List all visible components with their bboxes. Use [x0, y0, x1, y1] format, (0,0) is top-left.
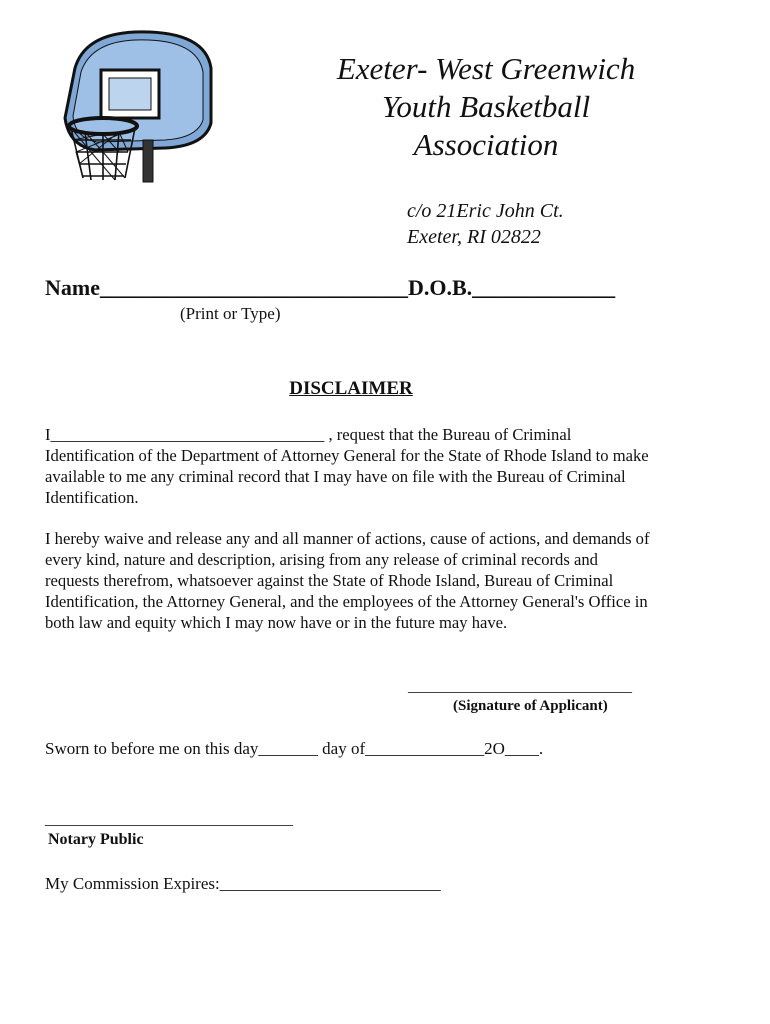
- sworn-statement[interactable]: Sworn to before me on this day_______ day of______________2O____.: [45, 739, 544, 758]
- org-line-3: Association: [413, 127, 559, 162]
- address-line-1: c/o 21Eric John Ct.: [407, 200, 564, 222]
- print-hint: (Print or Type): [180, 304, 281, 323]
- notary-label: Notary Public: [48, 831, 144, 848]
- notary-signature-line[interactable]: _______________________________: [45, 811, 293, 828]
- commission-expires-field[interactable]: My Commission Expires:__________________________: [45, 874, 441, 893]
- signature-line[interactable]: ____________________________: [408, 678, 632, 695]
- disclaimer-paragraph-2: I hereby waive and release any and all manner of actions, cause of actions, and demands of every kind, nature and description, arising from any release of criminal records and requests therefrom, whatsoever against the State of Rhode Island, Bureau of Criminal Identification, the Attorney General, and the employees of the Attorney General's Office in both law and equity which I may now have or in the future may have.: [45, 529, 650, 632]
- address-line-2: Exeter, RI 02822: [407, 226, 541, 248]
- name-dob-field[interactable]: Name____________________________D.O.B._____________: [45, 275, 616, 300]
- disclaimer-heading: DISCLAIMER: [289, 378, 413, 399]
- org-line-1: Exeter- West Greenwich: [336, 51, 636, 86]
- signature-label: (Signature of Applicant): [453, 698, 608, 714]
- basketball-hoop-icon: [55, 28, 215, 186]
- organization-title: [300, 50, 672, 164]
- disclaimer-paragraph-1: I_________________________________ , request that the Bureau of Criminal Identification of the Department of Attorney General for the State of Rhode Island to make available to me any criminal record that I may have on file with the Bureau of Criminal Identification.: [45, 425, 649, 507]
- org-line-2: Youth Basketball: [381, 89, 591, 124]
